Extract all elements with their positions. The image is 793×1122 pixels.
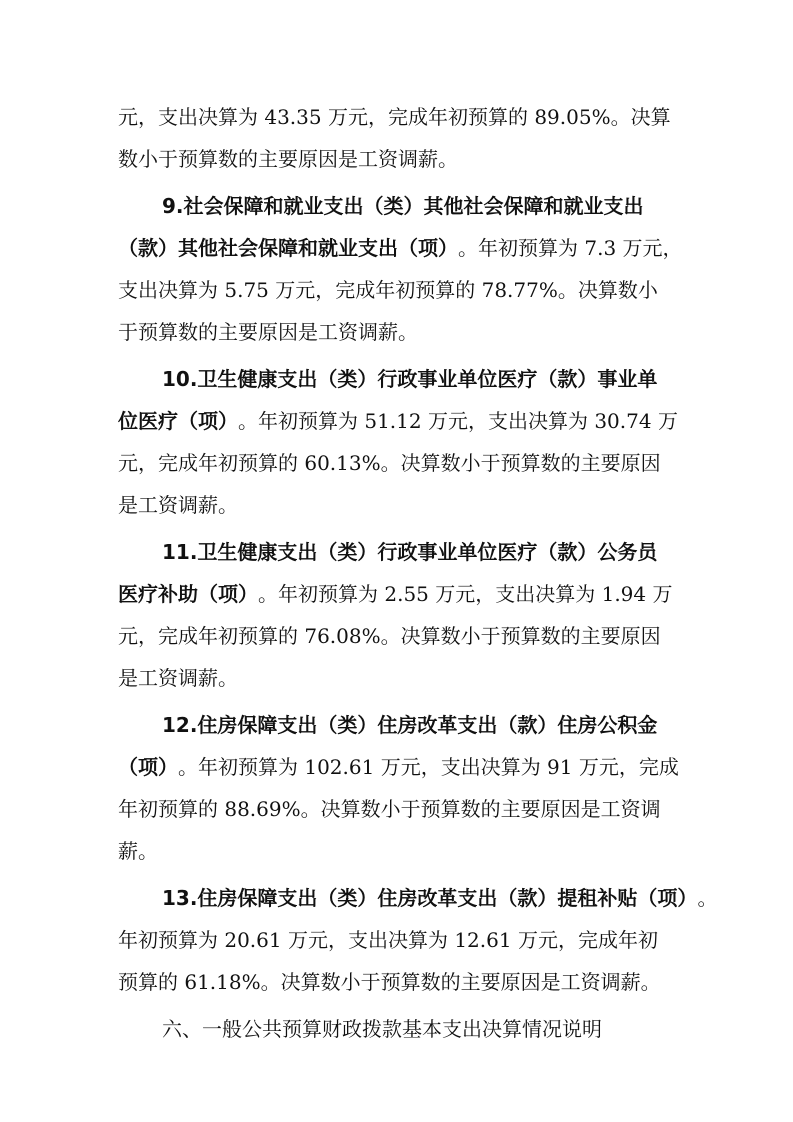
item-title: 位医疗（项） <box>118 409 238 433</box>
text-line <box>118 704 674 746</box>
paragraph-10 <box>118 358 678 526</box>
item-title: 10.卫生健康支出（类）行政事业单位医疗（款）事业单 <box>162 367 658 391</box>
text: 元，完成年初预算的 76.08%。决算数小于预算数的主要原因 <box>118 624 661 648</box>
paragraph-11 <box>118 531 674 699</box>
text-line <box>118 830 674 872</box>
text: 是工资调薪。 <box>118 493 238 517</box>
item-title: （款）其他社会保障和就业支出（项） <box>118 236 458 260</box>
text-line <box>118 442 674 484</box>
document-body <box>118 96 718 1050</box>
section-heading-text: 六、一般公共预算财政拨款基本支出决算情况说明 <box>162 1017 602 1041</box>
text: 数小于预算数的主要原因是工资调薪。 <box>118 147 458 171</box>
text-line <box>118 227 683 269</box>
text: 。年初预算为 102.61 万元，支出决算为 91 万元，完成 <box>178 755 679 779</box>
item-title: 13.住房保障支出（类）住房改革支出（款）提租补贴（项） <box>162 886 698 910</box>
text-line <box>118 615 674 657</box>
paragraph-13 <box>118 877 718 1003</box>
text-line <box>118 269 674 311</box>
text-line <box>118 96 674 138</box>
text-line <box>118 573 674 615</box>
item-title: （项） <box>118 755 178 779</box>
paragraph-8-continuation <box>118 96 674 180</box>
text-line <box>118 788 674 830</box>
text: 元，支出决算为 43.35 万元，完成年初预算的 89.05%。决算 <box>118 105 671 129</box>
paragraph-9 <box>118 185 683 353</box>
text: 薪。 <box>118 839 158 863</box>
text-line <box>118 484 674 526</box>
text-line <box>118 531 674 573</box>
text-line <box>118 877 718 919</box>
text-line <box>118 961 674 1003</box>
item-title: 11.卫生健康支出（类）行政事业单位医疗（款）公务员 <box>162 540 658 564</box>
text: 元，完成年初预算的 60.13%。决算数小于预算数的主要原因 <box>118 451 661 475</box>
section-heading <box>118 1008 674 1050</box>
text: 是工资调薪。 <box>118 666 238 690</box>
text-line <box>118 185 674 227</box>
text-line <box>118 138 674 180</box>
item-title: 12.住房保障支出（类）住房改革支出（款）住房公积金 <box>162 713 658 737</box>
text-line <box>118 311 674 353</box>
paragraph-12 <box>118 704 679 872</box>
text: 于预算数的主要原因是工资调薪。 <box>118 320 418 344</box>
text: 年初预算的 88.69%。决算数小于预算数的主要原因是工资调 <box>118 797 661 821</box>
text-line <box>118 400 678 442</box>
text-line <box>118 358 674 400</box>
item-title: 医疗补助（项） <box>118 582 258 606</box>
text: 年初预算为 20.61 万元，支出决算为 12.61 万元，完成年初 <box>118 928 658 952</box>
text-line <box>118 746 679 788</box>
text: 。 <box>697 886 718 910</box>
item-title: 9.社会保障和就业支出（类）其他社会保障和就业支出 <box>162 194 644 218</box>
text: 支出决算为 5.75 万元，完成年初预算的 78.77%。决算数小 <box>118 278 658 302</box>
text: 预算的 61.18%。决算数小于预算数的主要原因是工资调薪。 <box>118 970 661 994</box>
text: 。年初预算为 7.3 万元， <box>458 236 683 260</box>
text: 。年初预算为 2.55 万元，支出决算为 1.94 万 <box>258 582 673 606</box>
text-line <box>118 919 674 961</box>
text: 。年初预算为 51.12 万元，支出决算为 30.74 万 <box>238 409 678 433</box>
text-line <box>118 657 674 699</box>
